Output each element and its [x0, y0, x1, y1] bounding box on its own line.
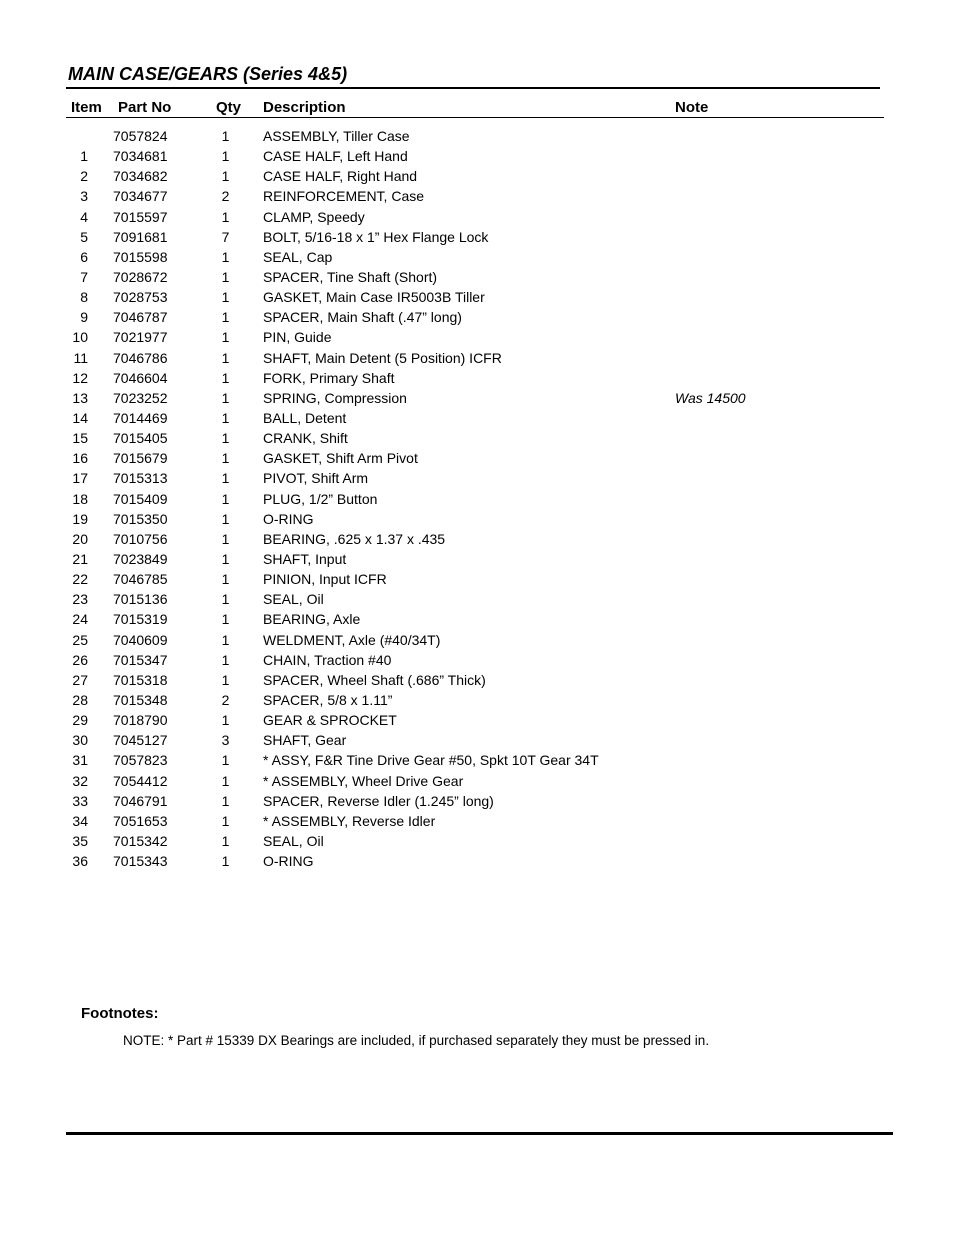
cell-item: 18 [72, 490, 88, 507]
cell-item: 22 [72, 571, 88, 588]
cell-part-no: 7051653 [113, 812, 168, 829]
table-row [0, 449, 954, 469]
table-row [0, 429, 954, 449]
cell-part-no: 7018790 [113, 712, 168, 729]
cell-qty: 1 [221, 430, 230, 447]
table-row [0, 469, 954, 489]
cell-description: O-RING [263, 510, 314, 527]
cell-description: SPACER, Reverse Idler (1.245” long) [263, 792, 494, 809]
cell-qty: 1 [221, 550, 230, 567]
table-row [0, 772, 954, 792]
cell-part-no: 7015343 [113, 853, 168, 870]
table-row [0, 288, 954, 308]
cell-item: 6 [80, 248, 88, 265]
cell-part-no: 7034681 [113, 148, 168, 165]
column-header-item: Item [71, 99, 102, 116]
cell-part-no: 7015347 [113, 651, 168, 668]
table-row [0, 671, 954, 691]
page-title: MAIN CASE/GEARS (Series 4&5) [68, 64, 348, 84]
cell-item: 12 [72, 369, 88, 386]
cell-item: 35 [72, 832, 88, 849]
cell-description: * ASSEMBLY, Wheel Drive Gear [263, 772, 464, 789]
cell-item: 11 [73, 349, 88, 366]
cell-part-no: 7023252 [113, 389, 168, 406]
cell-description: SPACER, Tine Shaft (Short) [263, 268, 438, 285]
cell-item: 1 [80, 148, 88, 165]
cell-qty: 1 [221, 490, 230, 507]
cell-qty: 1 [221, 289, 230, 306]
cell-part-no: 7045127 [113, 732, 168, 749]
cell-description: SHAFT, Gear [263, 732, 347, 749]
cell-item: 25 [72, 631, 88, 648]
table-row [0, 792, 954, 812]
cell-qty: 3 [221, 732, 230, 749]
cell-description: BALL, Detent [263, 409, 347, 426]
cell-qty: 1 [221, 450, 230, 467]
table-row [0, 731, 954, 751]
cell-part-no: 7091681 [113, 228, 168, 245]
cell-item: 30 [72, 732, 88, 749]
cell-qty: 1 [221, 248, 230, 265]
cell-item: 28 [72, 691, 88, 708]
cell-qty: 1 [221, 409, 230, 426]
cell-qty: 1 [221, 772, 230, 789]
cell-description: SEAL, Cap [263, 248, 333, 265]
table-row [0, 349, 954, 369]
cell-qty: 1 [221, 712, 230, 729]
cell-description: ASSEMBLY, Tiller Case [263, 128, 410, 144]
cell-item: 13 [72, 389, 88, 406]
cell-qty: 1 [221, 208, 230, 225]
cell-part-no: 7046785 [113, 571, 168, 588]
table-row [0, 631, 954, 651]
cell-description: BEARING, .625 x 1.37 x .435 [263, 530, 446, 547]
table-row [0, 147, 954, 167]
cell-item: 14 [72, 409, 88, 426]
cell-qty: 1 [221, 389, 230, 406]
cell-description: * ASSY, F&R Tine Drive Gear #50, Spkt 10T Gear 34T [263, 752, 599, 769]
cell-description: SPACER, Wheel Shaft (.686” Thick) [263, 671, 486, 688]
cell-description: CLAMP, Speedy [263, 208, 365, 225]
cell-part-no: 7015318 [113, 671, 168, 688]
column-header-part-no: Part No [118, 99, 172, 116]
cell-item: 3 [80, 188, 88, 205]
cell-part-no: 7046786 [113, 349, 168, 366]
cell-item: 29 [72, 712, 88, 729]
cell-part-no: 7015136 [113, 591, 168, 608]
cell-description: BEARING, Axle [263, 611, 361, 628]
table-row [0, 510, 954, 530]
table-row [0, 651, 954, 671]
cell-description: PIVOT, Shift Arm [263, 470, 369, 487]
cell-part-no: 7014469 [113, 409, 168, 426]
cell-part-no: 7028753 [113, 289, 168, 306]
footnotes-title: Footnotes: [81, 1005, 159, 1022]
cell-item: 10 [72, 329, 88, 346]
cell-description: GASKET, Main Case IR5003B Tiller [263, 289, 485, 306]
cell-item: 7 [80, 268, 88, 285]
cell-qty: 1 [221, 671, 230, 688]
cell-description: SPACER, 5/8 x 1.11” [263, 691, 393, 708]
cell-item: 16 [72, 450, 88, 467]
cell-part-no: 7015405 [113, 430, 168, 447]
cell-qty: 1 [221, 349, 230, 366]
table-row [0, 490, 954, 510]
cell-description: CHAIN, Traction #40 [263, 651, 392, 668]
table-row [0, 127, 954, 147]
cell-item: 33 [72, 792, 88, 809]
cell-qty: 1 [221, 611, 230, 628]
cell-part-no: 7015409 [113, 490, 168, 507]
cell-item: 20 [72, 530, 88, 547]
column-header-note: Note [675, 99, 709, 116]
table-row [0, 530, 954, 550]
cell-qty: 2 [221, 188, 230, 205]
table-row [0, 389, 954, 409]
cell-part-no: 7028672 [113, 268, 168, 285]
cell-item: 19 [72, 510, 88, 527]
table-row [0, 852, 954, 872]
table-row [0, 328, 954, 348]
table-row [0, 751, 954, 771]
table-header [0, 99, 954, 119]
cell-qty: 1 [221, 651, 230, 668]
cell-part-no: 7021977 [113, 329, 168, 346]
cell-qty: 1 [221, 470, 230, 487]
cell-qty: 1 [221, 853, 230, 870]
cell-qty: 1 [221, 832, 230, 849]
cell-description: SEAL, Oil [263, 591, 324, 608]
cell-description: SHAFT, Main Detent (5 Position) ICFR [263, 349, 502, 366]
cell-qty: 1 [221, 530, 230, 547]
cell-item: 4 [80, 208, 88, 225]
cell-qty: 1 [221, 329, 230, 346]
cell-description: REINFORCEMENT, Case [263, 188, 425, 205]
cell-description: PINION, Input ICFR [263, 571, 387, 588]
cell-qty: 1 [221, 631, 230, 648]
table-row [0, 691, 954, 711]
cell-part-no: 7015319 [113, 611, 168, 628]
table-row [0, 590, 954, 610]
parts-table-body [0, 127, 954, 872]
cell-part-no: 7015342 [113, 832, 168, 849]
cell-part-no: 7015598 [113, 248, 168, 265]
cell-note: Was 14500 [675, 389, 746, 406]
cell-part-no: 7054412 [113, 772, 168, 789]
cell-qty: 1 [221, 369, 230, 386]
table-row [0, 409, 954, 429]
table-row [0, 268, 954, 288]
header-divider [66, 117, 884, 118]
cell-part-no: 7046791 [113, 792, 168, 809]
cell-description: O-RING [263, 853, 314, 870]
table-row [0, 208, 954, 228]
cell-part-no: 7015350 [113, 510, 168, 527]
cell-qty: 2 [221, 691, 230, 708]
cell-description: GASKET, Shift Arm Pivot [263, 450, 418, 467]
cell-item: 24 [72, 611, 88, 628]
table-row [0, 832, 954, 852]
cell-part-no: 7015348 [113, 691, 168, 708]
cell-item: 17 [72, 470, 88, 487]
cell-description: * ASSEMBLY, Reverse Idler [263, 812, 436, 829]
cell-item: 9 [80, 309, 88, 326]
cell-qty: 1 [221, 792, 230, 809]
table-row [0, 550, 954, 570]
column-header-qty: Qty [216, 99, 242, 116]
cell-qty: 1 [221, 309, 230, 326]
table-row [0, 711, 954, 731]
cell-qty: 1 [221, 752, 230, 769]
table-row [0, 570, 954, 590]
cell-qty: 7 [221, 228, 230, 245]
cell-item: 36 [72, 853, 88, 870]
cell-part-no: 7015597 [113, 208, 168, 225]
cell-description: PLUG, 1/2” Button [263, 490, 378, 507]
cell-item: 2 [80, 168, 88, 185]
cell-qty: 1 [221, 812, 230, 829]
cell-qty: 1 [221, 591, 230, 608]
cell-description: CASE HALF, Left Hand [263, 148, 408, 165]
table-row [0, 167, 954, 187]
cell-part-no: 7057824 [113, 128, 168, 144]
bottom-divider [66, 1132, 893, 1135]
table-row [0, 248, 954, 268]
cell-description: PIN, Guide [263, 329, 332, 346]
cell-part-no: 7034682 [113, 168, 168, 185]
cell-qty: 1 [221, 268, 230, 285]
cell-description: SHAFT, Input [263, 550, 347, 567]
cell-item: 23 [72, 591, 88, 608]
cell-description: CRANK, Shift [263, 430, 348, 447]
cell-item: 21 [72, 550, 88, 567]
cell-item: 5 [80, 228, 88, 245]
cell-part-no: 7015679 [113, 450, 168, 467]
cell-part-no: 7034677 [113, 188, 168, 205]
table-row [0, 308, 954, 328]
cell-item: 26 [72, 651, 88, 668]
title-divider [66, 87, 880, 89]
cell-description: CASE HALF, Right Hand [263, 168, 418, 185]
table-row [0, 228, 954, 248]
table-row [0, 187, 954, 207]
cell-description: WELDMENT, Axle (#40/34T) [263, 631, 441, 648]
cell-description: GEAR & SPROCKET [263, 712, 397, 729]
cell-qty: 1 [221, 128, 230, 144]
cell-item: 31 [72, 752, 88, 769]
cell-part-no: 7057823 [113, 752, 168, 769]
cell-part-no: 7023849 [113, 550, 168, 567]
cell-qty: 1 [221, 168, 230, 185]
table-row [0, 369, 954, 389]
cell-item: 8 [80, 289, 88, 306]
cell-item: 34 [72, 812, 88, 829]
cell-qty: 1 [221, 571, 230, 588]
footnote-text: NOTE: * Part # 15339 DX Bearings are included, if purchased separately they must be pressed in. [123, 1033, 710, 1048]
table-row [0, 812, 954, 832]
cell-description: BOLT, 5/16-18 x 1” Hex Flange Lock [263, 228, 489, 245]
cell-part-no: 7010756 [113, 530, 168, 547]
table-row [0, 610, 954, 630]
cell-part-no: 7046604 [113, 369, 168, 386]
cell-part-no: 7046787 [113, 309, 168, 326]
cell-item: 27 [72, 671, 88, 688]
cell-item: 32 [72, 772, 88, 789]
cell-description: SPRING, Compression [263, 389, 407, 406]
cell-item: 15 [72, 430, 88, 447]
cell-part-no: 7040609 [113, 631, 168, 648]
cell-qty: 1 [221, 510, 230, 527]
cell-description: SPACER, Main Shaft (.47” long) [263, 309, 462, 326]
cell-description: FORK, Primary Shaft [263, 369, 395, 386]
cell-qty: 1 [221, 148, 230, 165]
cell-description: SEAL, Oil [263, 832, 324, 849]
cell-part-no: 7015313 [113, 470, 168, 487]
column-header-description: Description [263, 99, 346, 116]
